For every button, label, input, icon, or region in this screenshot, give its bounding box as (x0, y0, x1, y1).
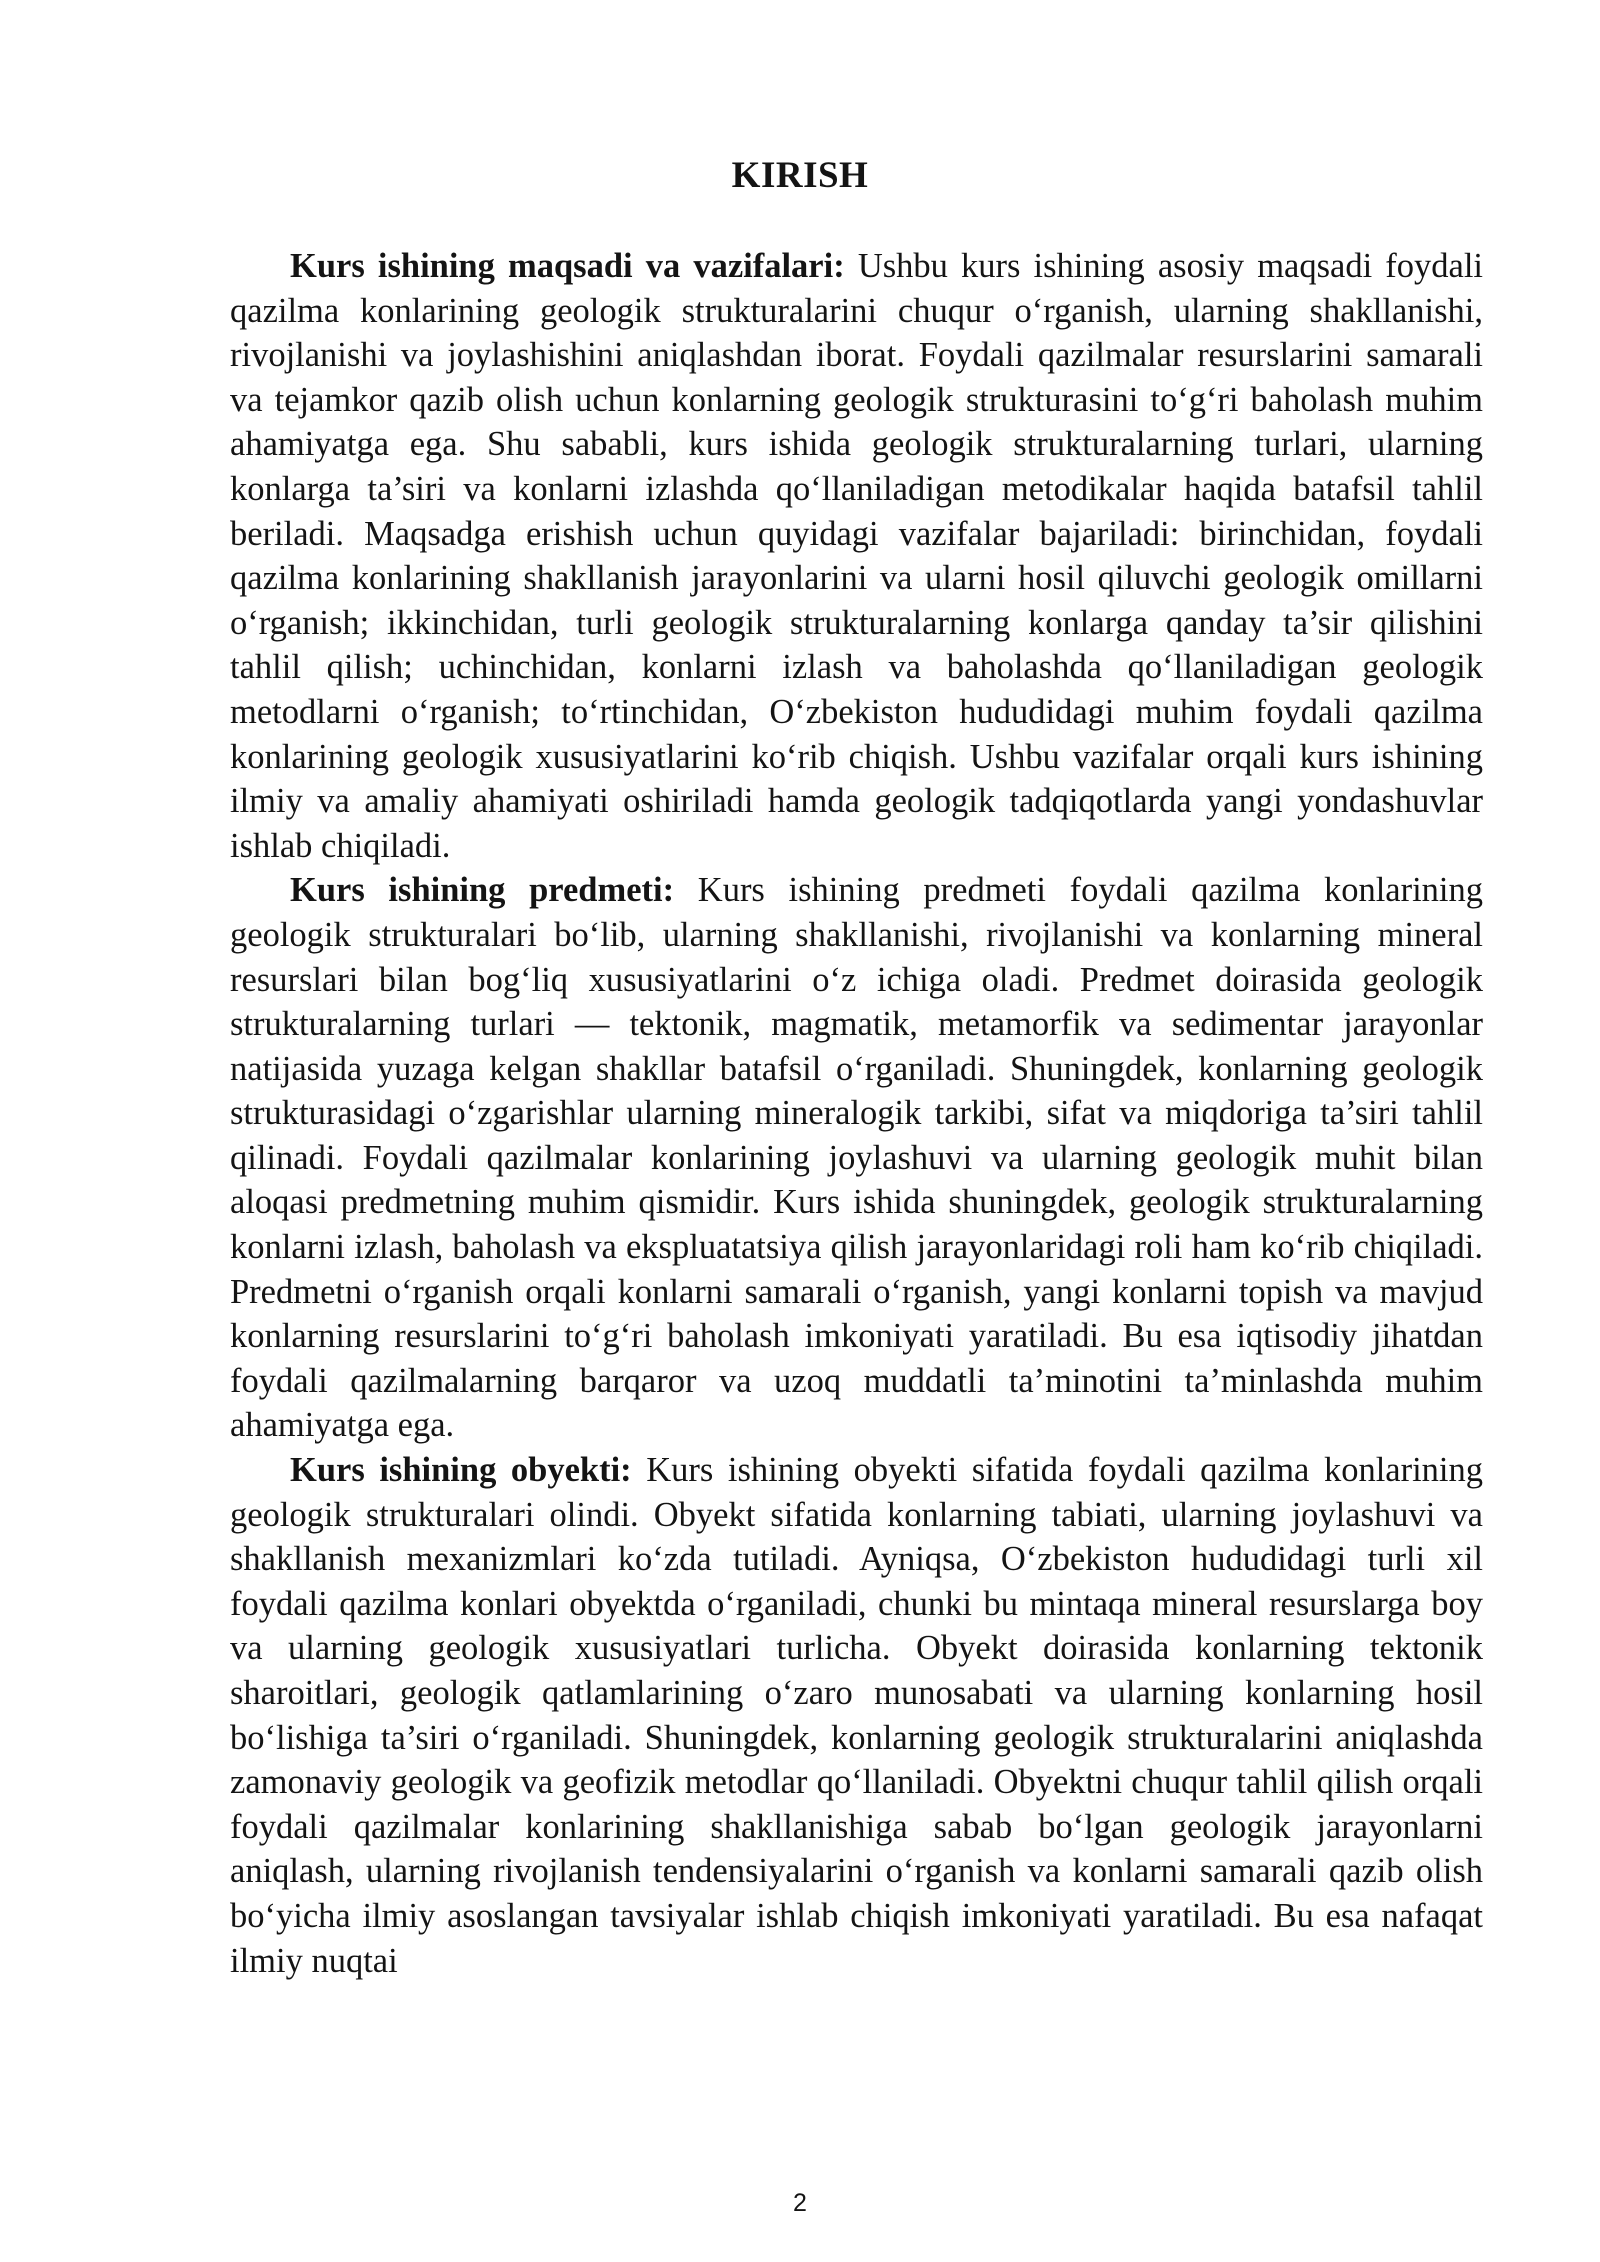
paragraph-goals-heading: Kurs ishining maqsadi va vazifalari: (290, 247, 845, 285)
paragraph-object (230, 1448, 1483, 1983)
page-title: KIRISH (731, 155, 869, 196)
paragraph-subject-heading: Kurs ishining predmeti: (290, 871, 675, 910)
paragraph-goals-text: Ushbu kurs ishining asosiy maqsadi foydali qazilma konlarining geologik strukturalarini chuqur o‘rganish, ularning shakllanishi, rivojlanishi va joylashishini aniqlashdan iborat. Foydali qazilmalar resurslarini samarali va tejamkor qazib olish uchun konlarning geologik strukturasini to‘g‘ri baholash muhim ahamiyatga ega. Shu sababli, kurs ishida geologik strukturalarning turlari, ularning konlarga ta’siri va konlarni izlashda qo‘llaniladigan metodikalar haqida batafsil tahlil beriladi. Maqsadga erishish uchun quyidagi vazifalar bajariladi: birinchidan, foydali qazilma konlarining shakllanish jarayonlarini va ularni hosil qiluvchi geologik omillarni o‘rganish; ikkinchidan, turli geologik strukturalarning konlarga qanday ta’sir qilishini tahlil qilish; uchinchidan, konlarni izlash va baholashda qo‘llaniladigan geologik metodlarni o‘rganish; to‘rtinchidan, O‘zbekiston hududidagi muhim foydali qazilma konlarining geologik xususiyatlarini ko‘rib chiqish. Ushbu vazifalar orqali kurs ishining ilmiy va amaliy ahamiyati oshiriladi hamda geologik tadqiqotlarda yangi yondashuvlar ishlab chiqiladi. (230, 247, 1483, 865)
paragraph-object-heading: Kurs ishining obyekti: (290, 1451, 632, 1490)
paragraph-subject (230, 868, 1483, 1448)
paragraph-goals (230, 244, 1483, 868)
paragraph-subject-text: Kurs ishining predmeti foydali qazilma konlarining geologik strukturalari bo‘lib, ularning shakllanishi, rivojlanishi va konlarning mineral resurslari bilan bog‘liq xususiyatlarini o‘z ichiga oladi. Predmet doirasida geologik strukturalarning turlari — tektonik, magmatik, metamorfik va sedimentar jarayonlar natijasida yuzaga kelgan shakllar batafsil o‘rganiladi. Shuningdek, konlarning geologik strukturasidagi o‘zgarishlar ularning mineralogik tarkibi, sifat va miqdoriga ta’siri tahlil qilinadi. Foydali qazilmalar konlarining joylashuvi va ularning geologik muhit bilan aloqasi predmetning muhim qismidir. Kurs ishida shuningdek, geologik strukturalarning konlarni izlash, baholash va ekspluatatsiya qilish jarayonlaridagi roli ham ko‘rib chiqiladi. Predmetni o‘rganish orqali konlarni samarali o‘rganish, yangi konlarni topish va mavjud konlarning resurslarini to‘g‘ri baholash imkoniyati yaratiladi. Bu esa iqtisodiy jihatdan foydali qazilmalarning barqaror va uzoq muddatli ta’minotini ta’minlashda muhim ahamiyatga ega. (230, 871, 1484, 1445)
body-text (230, 244, 1483, 1983)
paragraph-object-text: Kurs ishining obyekti sifatida foydali qazilma konlarining geologik strukturalari olindi. Obyekt sifatida konlarning tabiati, ularning joylashuvi va shakllanish mexanizmlari ko‘zda tutiladi. Ayniqsa, O‘zbekiston hududidagi turli xil foydali qazilma konlari obyektda o‘rganiladi, chunki bu mintaqa mineral resurslarga boy va ularning geologik xususiyatlari turlicha. Obyekt doirasida konlarning tektonik sharoitlari, geologik qatlamlarining o‘zaro munosabati va ularning konlarning hosil bo‘lishiga ta’siri o‘rganiladi. Shuningdek, konlarning geologik strukturalarini aniqlashda zamonaviy geologik va geofizik metodlar qo‘llaniladi. Obyektni chuqur tahlil qilish orqali foydali qazilmalar konlarining shakllanishiga sabab bo‘lgan geologik jarayonlarni aniqlash, ularning rivojlanish tendensiyalarini o‘rganish va konlarni samarali qazib olish bo‘yicha ilmiy asoslangan tavsiyalar ishlab chiqish imkoniyati yaratiladi. Bu esa nafaqat ilmiy nuqtai (230, 1451, 1484, 1980)
page-number: 2 (793, 2189, 807, 2217)
